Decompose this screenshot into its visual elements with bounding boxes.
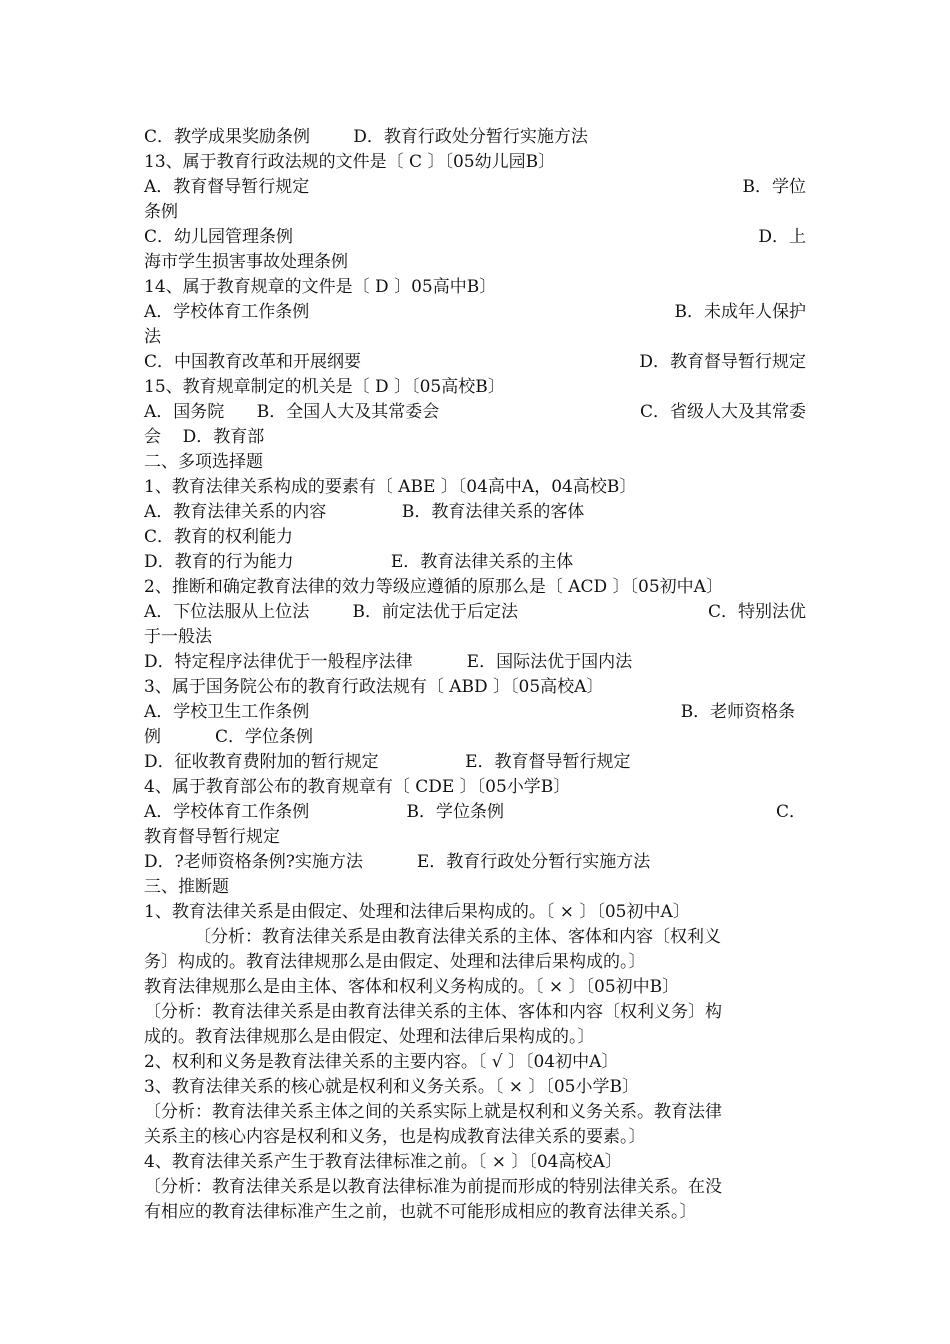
text-line: 2、推断和确定教育法律的效力等级应遵循的原那么是〔 ACD 〕〔05初中A〕	[144, 577, 723, 597]
text-line: 成的。教育法律规那么是由假定、处理和法律后果构成的。〕	[144, 1027, 595, 1047]
text-line: 务〕构成的。教育法律规那么是由假定、处理和法律后果构成的。〕	[144, 952, 646, 972]
text-line: 有相应的教育法律标准产生之前，也就不可能形成相应的教育法律关系。〕	[144, 1202, 697, 1222]
text-line: A．教育法律关系的内容 B．教育法律关系的客体	[144, 502, 585, 522]
text-line-right: B．老师资格条	[680, 702, 806, 722]
text-line: 条例	[144, 202, 178, 222]
text-line: 会 D．教育部	[144, 427, 265, 447]
text-line-right: C．	[775, 802, 806, 822]
text-line	[144, 175, 806, 200]
text-line: 例 C．学位条例	[144, 727, 314, 747]
text-line: 3、教育法律关系的核心就是权利和义务关系。〔 × 〕〔05小学B〕	[144, 1077, 639, 1097]
text-line-left: A．教育督导暂行规定	[144, 177, 310, 197]
text-line	[144, 800, 806, 825]
text-line: 4、属于教育部公布的教育规章有〔 CDE 〕〔05小学B〕	[144, 777, 571, 797]
text-line: 二、多项选择题	[144, 452, 263, 472]
text-line: 4、教育法律关系产生于教育法律标准之前。〔 × 〕〔04高校A〕	[144, 1152, 622, 1172]
text-line-left: A．学校体育工作条例 B．学位条例	[144, 802, 505, 822]
text-line: D．?老师资格条例?实施方法 E．教育行政处分暂行实施方法	[144, 852, 651, 872]
text-line: D．特定程序法律优于一般程序法律 E．国际法优于国内法	[144, 652, 633, 672]
text-line: 〔分析：教育法律关系是由教育法律关系的主体、客体和内容〔权利义	[194, 927, 721, 947]
text-line: 教育法律规那么是由主体、客体和权利义务构成的。〔 × 〕〔05初中B〕	[144, 977, 680, 997]
text-line: 14、属于教育规章的文件是〔 D 〕05高中B〕	[144, 277, 497, 297]
text-line-left: C．中国教育改革和开展纲要	[144, 352, 362, 372]
text-line: 〔分析：教育法律关系是由教育法律关系的主体、客体和内容〔权利义务〕构	[144, 1002, 722, 1022]
text-line-left: A．下位法服从上位法 B．前定法优于后定法	[144, 602, 518, 622]
text-line-right: C．省级人大及其常委	[639, 402, 806, 422]
text-line: 15、教育规章制定的机关是〔 D 〕〔05高校B〕	[144, 377, 505, 397]
text-line-right: D．上	[758, 227, 806, 247]
text-line: D．教育的行为能力 E．教育法律关系的主体	[144, 552, 574, 572]
document-page	[144, 125, 806, 1225]
text-line: 于一般法	[144, 627, 212, 647]
text-line: 〔分析：教育法律关系是以教育法律标准为前提而形成的特别法律关系。在没	[144, 1177, 722, 1197]
text-line: 1、教育法律关系构成的要素有〔 ABE 〕〔04高中A，04高校B〕	[144, 477, 637, 497]
text-line-right: B．学位	[742, 177, 806, 197]
text-line-right: D．教育督导暂行规定	[639, 352, 806, 372]
text-line-left: C．幼儿园管理条例	[144, 227, 294, 247]
text-line	[144, 225, 806, 250]
text-line-right: B．未成年人保护	[674, 302, 806, 322]
text-line: D．征收教育费附加的暂行规定 E．教育督导暂行规定	[144, 752, 631, 772]
text-line: 13、属于教育行政法规的文件是〔 C 〕〔05幼儿园B〕	[144, 152, 556, 172]
text-line: 三、推断题	[144, 877, 229, 897]
text-line: 法	[144, 327, 161, 347]
text-line	[144, 700, 806, 725]
text-line: 关系主的核心内容是权利和义务，也是构成教育法律关系的要素。〕	[144, 1127, 646, 1147]
text-line-left: A．学校体育工作条例	[144, 302, 310, 322]
text-line	[144, 400, 806, 425]
text-line: 3、属于国务院公布的教育行政法规有〔 ABD 〕〔05高校A〕	[144, 677, 604, 697]
text-line: C．教育的权利能力	[144, 527, 294, 547]
text-line: 海市学生损害事故处理条例	[144, 252, 348, 272]
text-line: 1、教育法律关系是由假定、处理和法律后果构成的。〔 × 〕〔05初中A〕	[144, 902, 690, 922]
text-line	[144, 300, 806, 325]
text-line: 教育督导暂行规定	[144, 827, 280, 847]
text-line	[144, 350, 806, 375]
text-line-left: A．国务院 B．全国人大及其常委会	[144, 402, 440, 422]
text-line: 〔分析：教育法律关系主体之间的关系实际上就是权利和义务关系。教育法律	[144, 1102, 722, 1122]
text-line-left: A．学校卫生工作条例	[144, 702, 310, 722]
text-line-right: C．特别法优	[707, 602, 806, 622]
text-line: 2、权利和义务是教育法律关系的主要内容。〔 √ 〕〔04初中A〕	[144, 1052, 619, 1072]
text-line: C．教学成果奖励条例 D．教育行政处分暂行实施方法	[144, 127, 588, 147]
text-line	[144, 600, 806, 625]
